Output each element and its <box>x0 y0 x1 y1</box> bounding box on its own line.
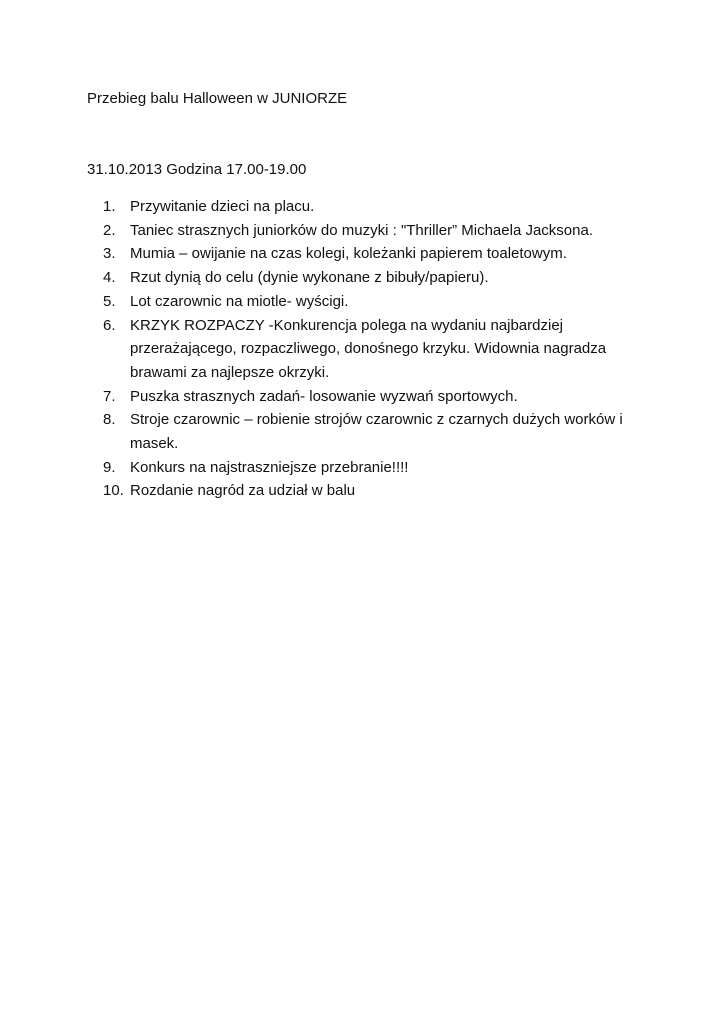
program-item <box>103 408 663 455</box>
item-text: Rzut dynią do celu (dynie wykonane z bibuły/papieru). <box>130 269 489 287</box>
program-item <box>103 479 663 503</box>
item-text: Taniec strasznych juniorków do muzyki : "Thriller” Michaela Jacksona. <box>130 221 593 239</box>
program-item <box>103 314 663 385</box>
item-text: Konkurs na najstraszniejsze przebranie!!!! <box>130 458 409 476</box>
event-program-list <box>103 195 663 503</box>
program-item <box>103 266 663 290</box>
item-number: 9. <box>103 458 116 476</box>
item-text: Mumia – owijanie na czas kolegi, koleżanki papierem toaletowym. <box>130 245 567 263</box>
item-number: 7. <box>103 387 116 405</box>
item-number: 4. <box>103 269 116 287</box>
program-item <box>103 195 663 219</box>
item-number: 6. <box>103 316 116 334</box>
program-item <box>103 242 663 266</box>
item-number: 1. <box>103 198 116 215</box>
item-text: Lot czarownic na miotle- wyścigi. <box>130 292 349 310</box>
item-number: 3. <box>103 245 116 263</box>
item-number: 10. <box>103 482 124 500</box>
program-item <box>103 385 663 409</box>
item-text: Przywitanie dzieci na placu. <box>130 198 315 215</box>
item-text: Stroje czarownic – robienie strojów czarownic z czarnych dużych worków i masek. <box>130 411 623 453</box>
program-item <box>103 456 663 480</box>
item-number: 2. <box>103 221 116 239</box>
program-item <box>103 290 663 314</box>
item-number: 5. <box>103 292 116 310</box>
document-title: Przebieg balu Halloween w JUNIORZE <box>87 90 348 107</box>
item-number: 8. <box>103 411 116 429</box>
item-text: KRZYK ROZPACZY -Konkurencja polega na wydaniu najbardziej przerażającego, rozpaczliwego, donośnego krzyku. Widownia nagradza brawami za najlepsze okrzyki. <box>130 316 607 381</box>
program-item <box>103 219 663 243</box>
event-date-time: 31.10.2013 Godzina 17.00-19.00 <box>87 161 307 178</box>
item-text: Puszka strasznych zadań- losowanie wyzwań sportowych. <box>130 387 518 405</box>
item-text: Rozdanie nagród za udział w balu <box>130 482 356 500</box>
